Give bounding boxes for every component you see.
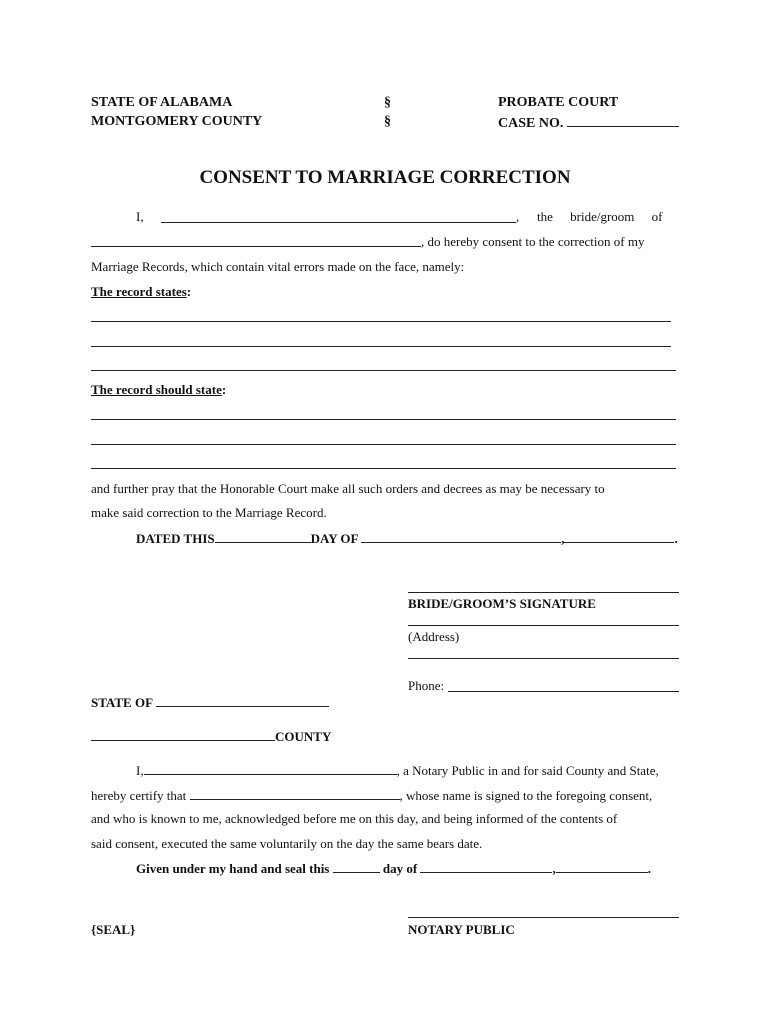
notary-state-field[interactable] [156,694,329,707]
state-of-text: STATE OF [91,695,153,710]
seal-label: {SEAL} [91,922,136,937]
dated-line [136,530,678,547]
court-label: PROBATE COURT [498,95,619,110]
period: . [647,861,651,876]
signature-line[interactable] [408,625,679,626]
period: . [674,531,678,546]
dated-day-field[interactable] [215,530,311,543]
consent-i: I, [136,209,144,224]
records-line: Marriage Records, which contain vital errors made on the face, namely: [91,259,465,274]
record-should-state-heading [91,382,226,398]
pray-line: and further pray that the Honorable Court make all such orders and decrees as may be necessary to [91,481,605,496]
record-states-line[interactable] [91,321,671,322]
phone-label: Phone: [408,678,445,693]
comma: , [516,209,520,224]
pray-line: make said correction to the Marriage Record. [91,505,327,520]
residence-field[interactable] [91,246,421,247]
record-states-line[interactable] [91,346,671,347]
address-label: (Address) [408,629,460,644]
notary-county-field[interactable] [91,728,275,741]
dated-month-field[interactable] [361,530,561,543]
dated-this-text: DATED THIS [136,531,215,546]
notary-state [91,694,329,711]
notary-name-field[interactable] [144,762,397,775]
notary-public-label: NOTARY PUBLIC [408,922,515,937]
whose-name-text: , whose name is signed to the foregoing consent, [399,788,653,803]
state-label: STATE OF ALABAMA [91,95,233,110]
section-symbol: § [384,114,391,129]
signature-line[interactable] [408,592,679,593]
comma: , [552,861,556,876]
section-symbol: § [384,95,391,110]
notary-county [91,728,331,745]
day-of-text: DAY OF [310,531,358,546]
notary-line2 [91,787,652,804]
county-text: COUNTY [275,729,332,744]
record-should-state-line[interactable] [91,444,676,445]
record-states-text: The record states [91,284,187,299]
comma: , [561,531,565,546]
case-no-text: CASE NO. [498,116,564,131]
notary-i: I, [136,763,144,778]
certified-name-field[interactable] [190,787,400,800]
given-year-field[interactable] [556,860,648,873]
dated-year-field[interactable] [564,530,674,543]
phone-field[interactable] [448,691,679,692]
colon: : [186,284,192,299]
day-of-text: day of [382,861,418,876]
case-number-label [498,114,679,132]
given-line [136,860,651,877]
bride-groom-of: the bride/groom of [537,209,663,224]
given-day-field[interactable] [333,860,380,873]
colon: : [221,382,227,397]
county-label: MONTGOMERY COUNTY [91,114,263,129]
record-should-state-line[interactable] [91,419,676,420]
record-should-state-text: The record should state [91,382,222,397]
address-line[interactable] [408,658,679,659]
record-states-heading [91,284,191,300]
notary-line1 [136,762,659,779]
record-states-line[interactable] [91,370,676,371]
given-text: Given under my hand and seal this [136,861,330,876]
given-month-field[interactable] [420,860,552,873]
record-should-state-line[interactable] [91,468,676,469]
signature-label: BRIDE/GROOM’S SIGNATURE [408,596,596,611]
certify-text: hereby certify that [91,788,187,803]
consent-text: , do hereby consent to the correction of my [421,234,645,249]
notary-line4: said consent, executed the same voluntarily on the day the same bears date. [91,836,483,851]
case-number-field[interactable] [567,114,679,127]
page-title: CONSENT TO MARRIAGE CORRECTION [199,167,571,188]
notary-text: , a Notary Public in and for said County and State, [396,763,659,778]
notary-line3: and who is known to me, acknowledged before me on this day, and being informed of the contents of [91,811,618,826]
name-field[interactable] [161,222,516,223]
notary-signature-line[interactable] [408,917,679,918]
